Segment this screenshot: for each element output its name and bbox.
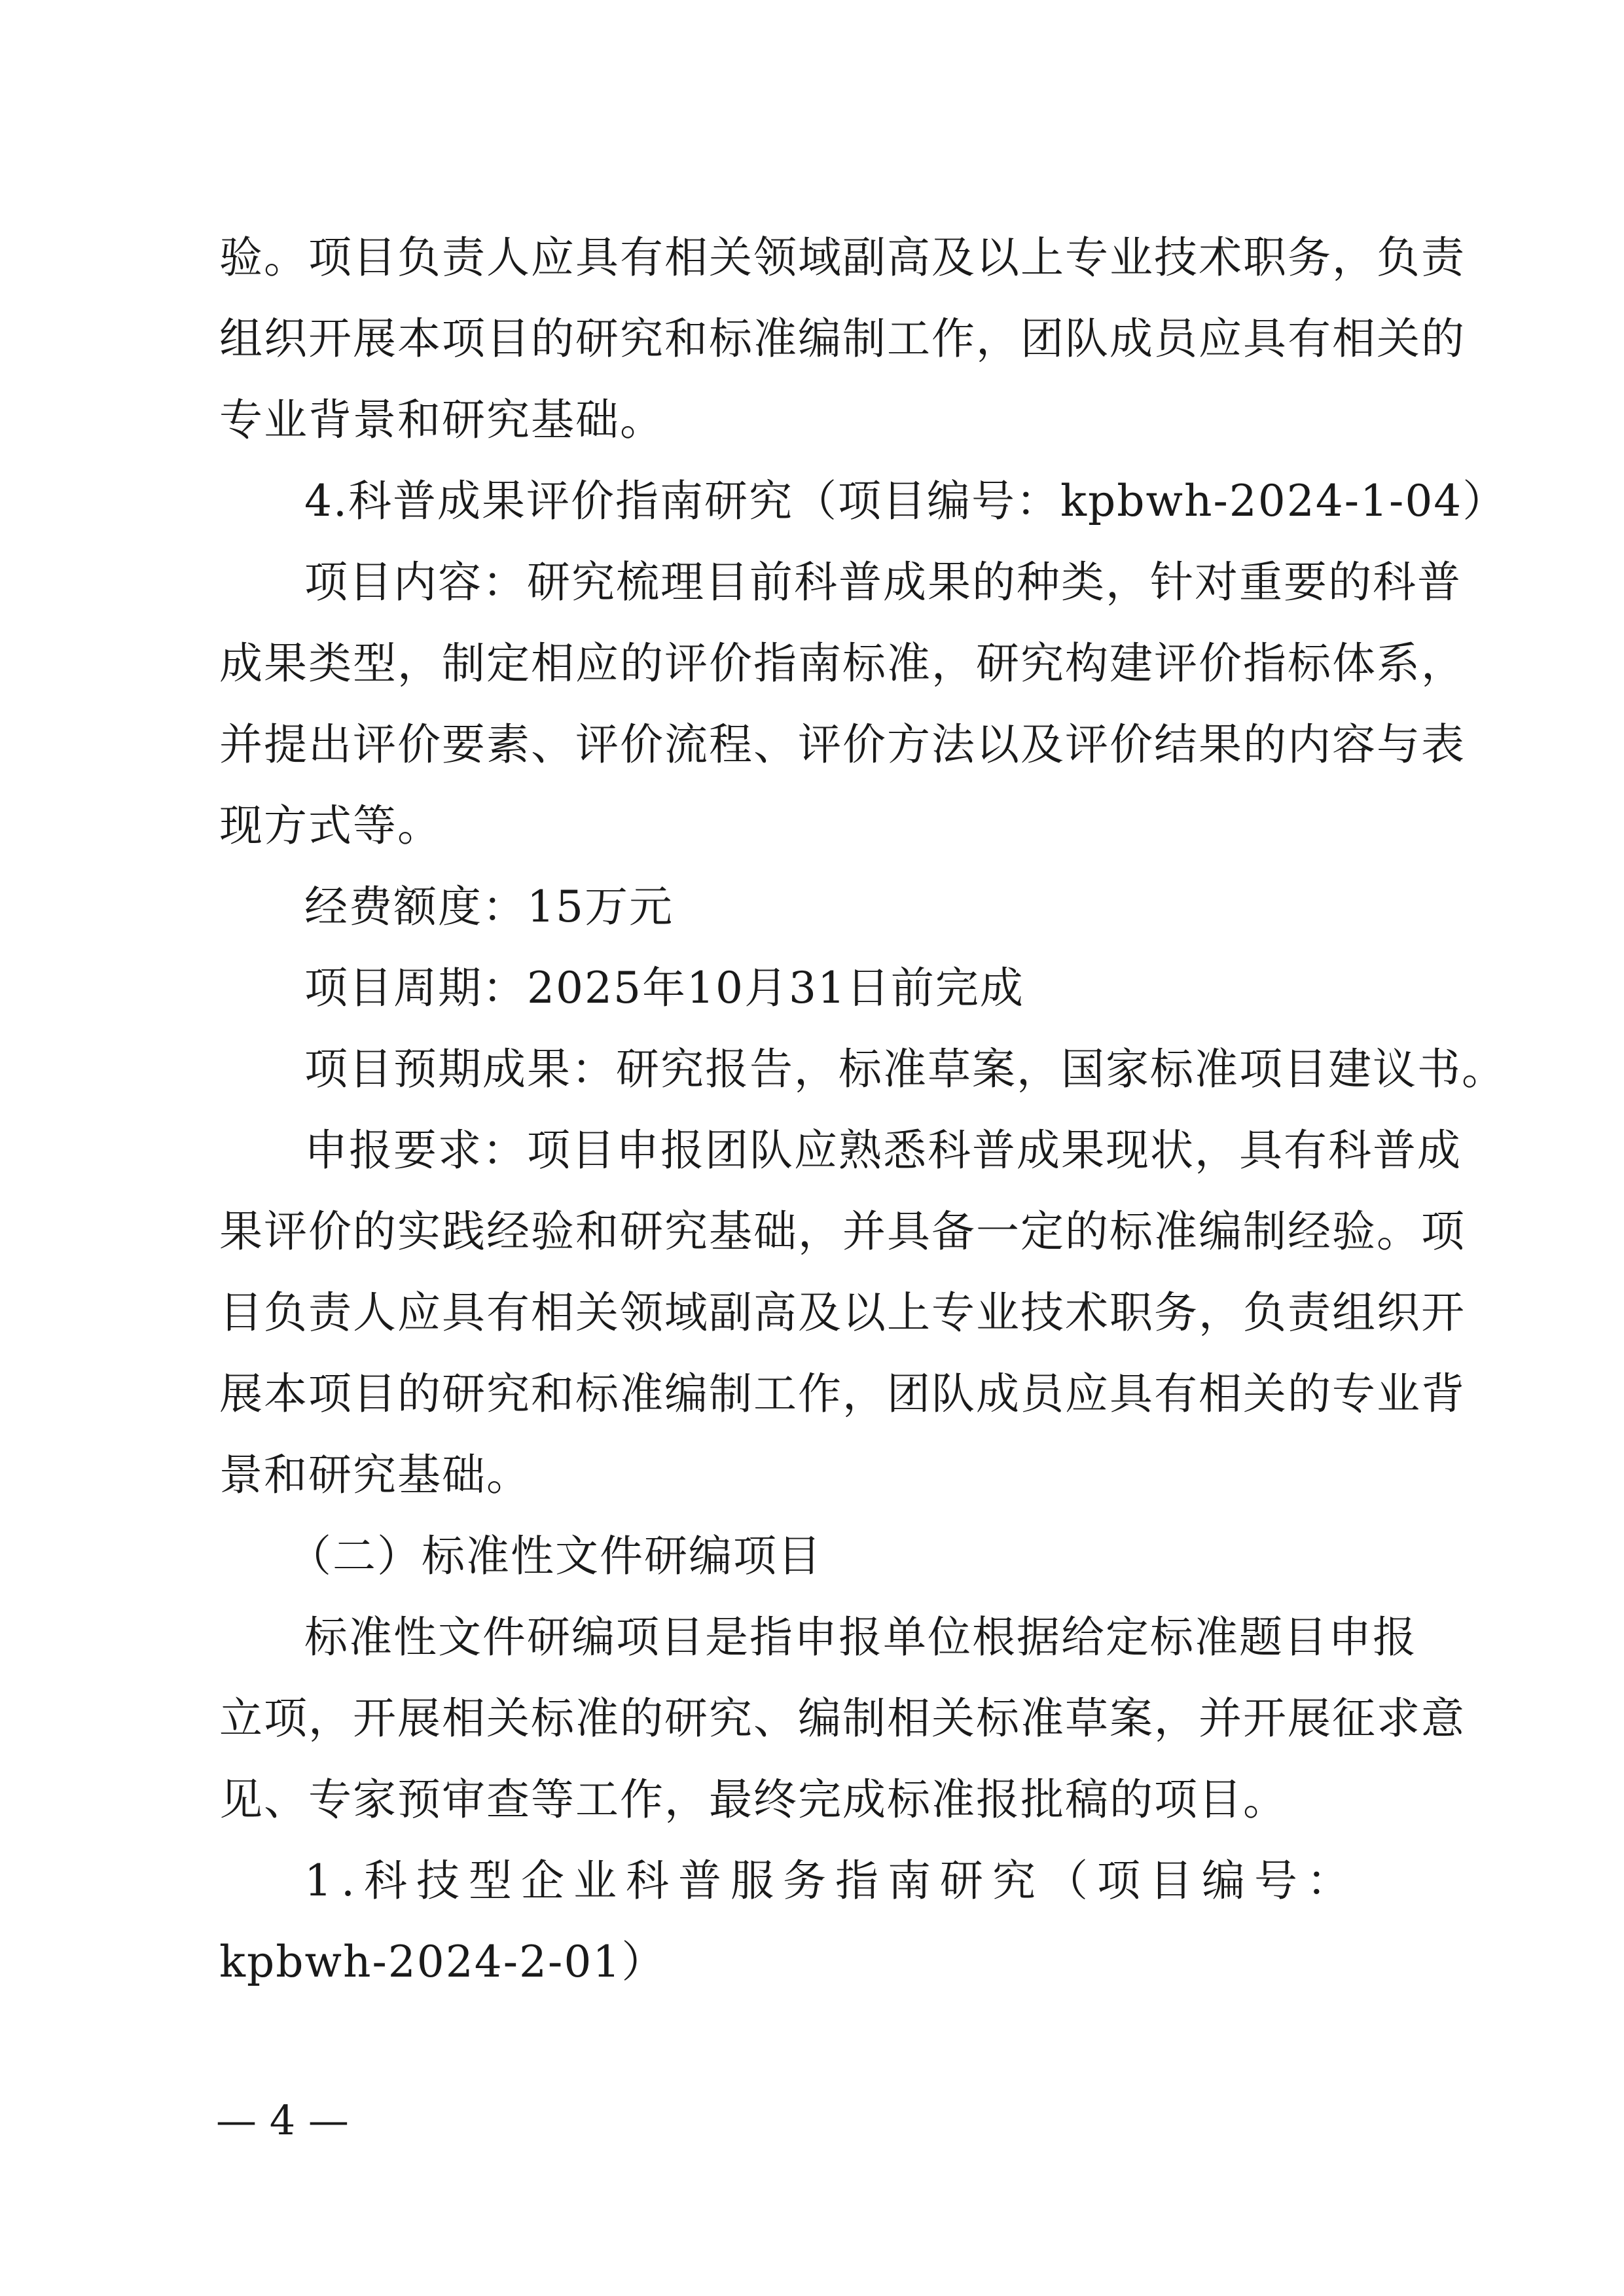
text-line: 申报要求：项目申报团队应熟悉科普成果现状，具有科普成	[304, 1125, 1462, 1175]
text-line: 并提出评价要素、评价流程、评价方法以及评价结果的内容与表	[219, 719, 1466, 770]
text-line: 项目预期成果：研究报告，标准草案，国家标准项目建议书。	[304, 1044, 1506, 1094]
text-line: 立项，开展相关标准的研究、编制相关标准草案，并开展征求意	[219, 1693, 1466, 1744]
text-line: 现方式等。	[219, 800, 442, 851]
text-line: 组织开展本项目的研究和标准编制工作，团队成员应具有相关的	[219, 314, 1466, 364]
text-line: 见、专家预审查等工作，最终完成标准报批稿的项目。	[219, 1774, 1288, 1825]
text-line: 成果类型，制定相应的评价指南标准，研究构建评价指标体系，	[219, 638, 1466, 689]
text-line: kpbwh-2024-2-01）	[219, 1937, 666, 1987]
text-line: 目负责人应具有相关领域副高及以上专业技术职务，负责组织开	[219, 1287, 1466, 1338]
text-line: 经费额度：15万元	[304, 882, 674, 932]
text-line: 展本项目的研究和标准编制工作，团队成员应具有相关的专业背	[219, 1369, 1466, 1419]
text-line: 验。项目负责人应具有相关领域副高及以上专业技术职务，负责	[219, 232, 1466, 283]
text-line: 项目周期：2025年10月31日前完成	[304, 963, 1024, 1013]
section-heading: （二）标准性文件研编项目	[288, 1531, 822, 1581]
text-line: 景和研究基础。	[219, 1450, 531, 1500]
text-line: 果评价的实践经验和研究基础，并具备一定的标准编制经验。项	[219, 1206, 1466, 1257]
text-line: 标准性文件研编项目是指申报单位根据给定标准题目申报	[304, 1612, 1417, 1662]
text-line: 专业背景和研究基础。	[219, 395, 664, 445]
section-heading: 4.科普成果评价指南研究（项目编号：kpbwh-2024-1-04）	[304, 476, 1507, 526]
page-number: — 4 —	[216, 2096, 349, 2144]
section-heading: 1.科技型企业科普服务指南研究（项目编号：	[304, 1856, 1359, 1906]
text-line: 项目内容：研究梳理目前科普成果的种类，针对重要的科普	[304, 557, 1462, 607]
